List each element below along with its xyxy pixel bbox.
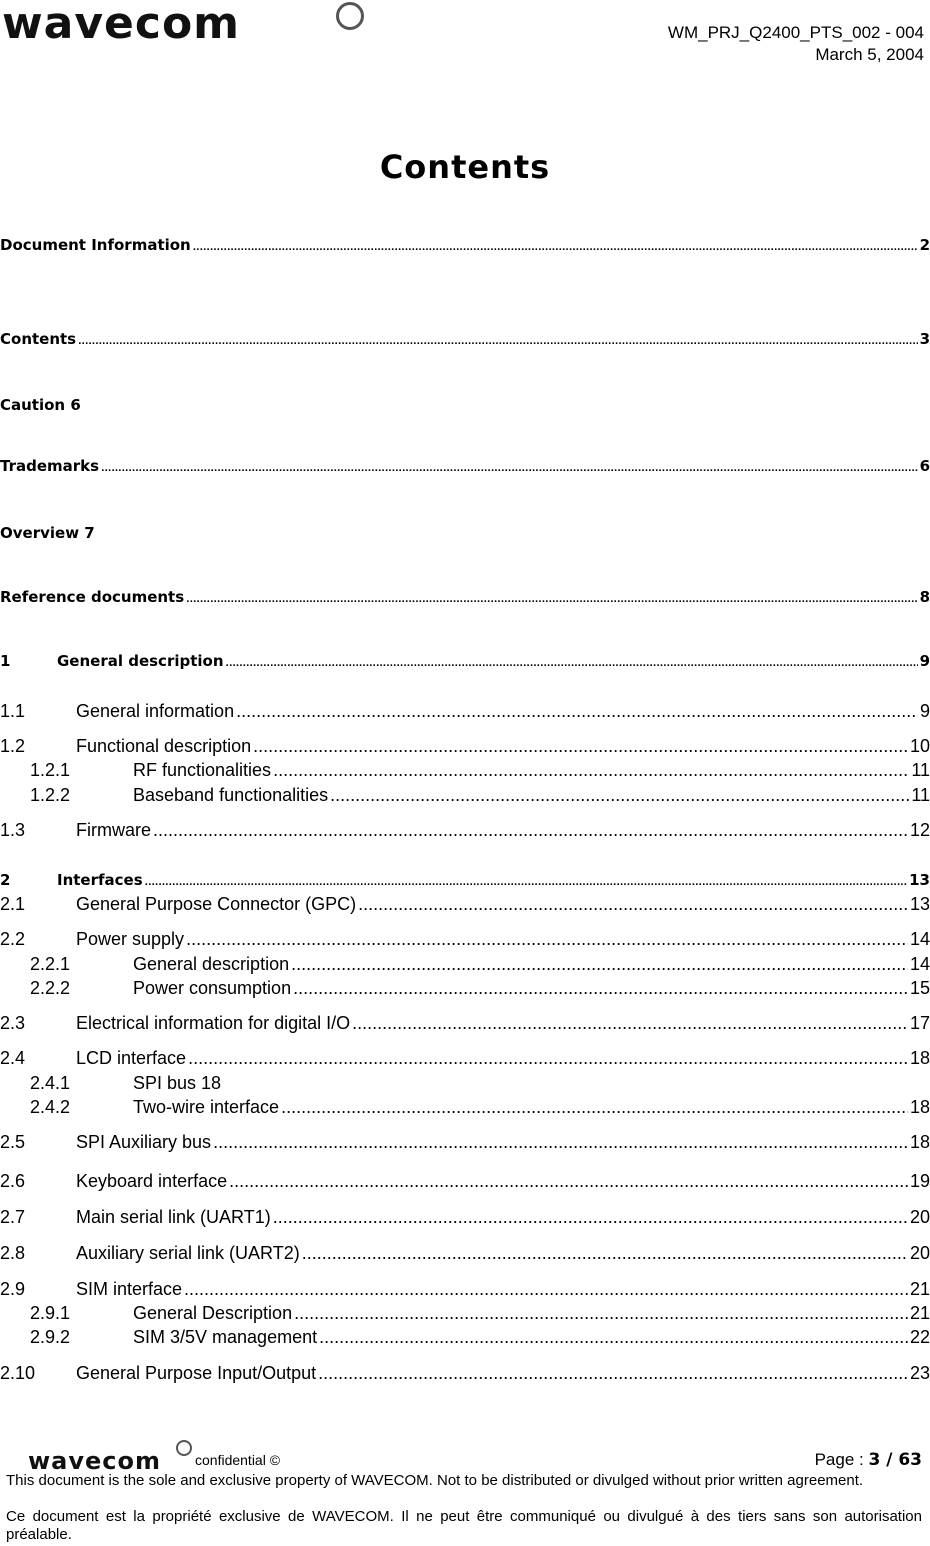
toc-entry[interactable] — [0, 1279, 930, 1300]
toc-entry[interactable] — [0, 929, 930, 950]
page-number-value: 3 / 63 — [868, 1450, 922, 1470]
toc-entry-label: General Purpose Connector (GPC) — [76, 894, 357, 914]
toc-entry-page: 18 — [909, 1048, 930, 1068]
confidential-label: confidential © — [195, 1452, 281, 1468]
toc-entry-number: 1.2.1 — [30, 760, 71, 780]
toc-entry-page: 20 — [909, 1243, 930, 1263]
toc-entry-number: 1.2.2 — [30, 785, 71, 805]
toc-entry[interactable] — [0, 652, 930, 670]
toc-entry-label: General information — [76, 701, 235, 721]
toc-leader — [294, 1303, 908, 1324]
toc-entry-label: SIM interface — [76, 1279, 183, 1299]
page-title: Contents — [379, 148, 551, 186]
toc-entry-label: Power consumption — [133, 978, 292, 998]
toc-entry-number: 2.8 — [0, 1243, 26, 1263]
toc-leader — [186, 929, 908, 950]
toc-entry[interactable] — [0, 701, 930, 722]
toc-entry-number: 2.2.1 — [30, 954, 71, 974]
toc-entry-number: 2.10 — [0, 1363, 36, 1383]
toc-entry[interactable] — [0, 871, 930, 889]
toc-entry[interactable] — [0, 1073, 221, 1094]
toc-entry-page: 9 — [919, 701, 930, 721]
toc-entry-label: Electrical information for digital I/O — [76, 1013, 351, 1033]
toc-entry-number: 1.1 — [0, 701, 26, 721]
toc-entry[interactable] — [0, 524, 95, 542]
toc-entry-page: 15 — [909, 978, 930, 998]
page-number-label: Page : — [814, 1450, 869, 1469]
toc-entry[interactable] — [0, 588, 930, 606]
toc-entry-page: 20 — [909, 1207, 930, 1227]
toc-leader — [213, 1132, 908, 1153]
toc-entry-number: 2.2.2 — [30, 978, 71, 998]
toc-entry-label: SPI Auxiliary bus — [76, 1132, 212, 1152]
toc-leader — [291, 954, 908, 975]
toc-entry-page: 22 — [909, 1327, 930, 1347]
toc-entry-page: 11 — [911, 760, 930, 780]
toc-entry[interactable] — [0, 1132, 930, 1153]
toc-entry-page: 14 — [909, 929, 930, 949]
toc-entry-number: 2.4.1 — [30, 1073, 71, 1093]
toc-entry-page: 11 — [911, 785, 930, 805]
toc-entry-label: Auxiliary serial link (UART2) — [76, 1243, 300, 1263]
toc-entry[interactable] — [0, 1303, 930, 1324]
toc-leader — [226, 659, 918, 669]
toc-entry[interactable] — [0, 978, 930, 999]
toc-entry[interactable] — [0, 820, 930, 841]
toc-entry[interactable] — [0, 1013, 930, 1034]
toc-entry-label: Firmware — [76, 820, 151, 840]
page-number — [815, 1450, 922, 1470]
toc-entry-label: General description — [133, 954, 290, 974]
legal-notice-english: This document is the sole and exclusive property of WAVECOM. Not to be distributed or divulged without prior written agreement. — [6, 1472, 864, 1489]
toc-entry[interactable] — [0, 760, 930, 781]
toc-entry-label: Caution 6 — [0, 396, 81, 414]
toc-entry-label: Trademarks — [0, 457, 100, 475]
toc-entry-label: LCD interface — [76, 1048, 187, 1068]
toc-leader — [281, 1097, 908, 1118]
toc-entry-number: 2.4.2 — [30, 1097, 71, 1117]
toc-entry-label: Overview 7 — [0, 524, 95, 542]
toc-entry-label: General Description — [133, 1303, 293, 1323]
toc-leader — [153, 820, 908, 841]
toc-entry[interactable] — [0, 1363, 930, 1384]
toc-entry-page: 17 — [909, 1013, 930, 1033]
toc-leader — [319, 1327, 908, 1348]
toc-entry-label: Power supply — [76, 929, 185, 949]
toc-leader — [273, 760, 909, 781]
toc-entry-page: 13 — [909, 894, 930, 914]
toc-entry-page: 21 — [909, 1303, 930, 1323]
toc-leader — [184, 1279, 908, 1300]
toc-leader — [253, 736, 908, 757]
toc-leader — [358, 894, 908, 915]
toc-leader — [330, 785, 909, 806]
toc-entry-page: 10 — [909, 736, 930, 756]
toc-entry-label: Two-wire interface — [133, 1097, 280, 1117]
legal-notice-french: Ce document est la propriété exclusive de WAVECOM. Il ne peut être communiqué ou divulgué à des tiers sans son autorisation préalable. — [6, 1508, 922, 1543]
toc-entry-page: 18 — [909, 1097, 930, 1117]
toc-entry-page: 8 — [919, 588, 930, 606]
toc-leader — [101, 464, 917, 474]
doc-ref-code: WM_PRJ_Q2400_PTS_002 - 004 — [667, 23, 924, 42]
toc-leader — [302, 1243, 908, 1264]
toc-entry[interactable] — [0, 954, 930, 975]
toc-entry[interactable] — [0, 1048, 930, 1069]
toc-entry-page: 2 — [919, 236, 930, 254]
toc-leader — [188, 1048, 908, 1069]
toc-entry[interactable] — [0, 1327, 930, 1348]
toc-entry-number: 2.9.2 — [30, 1327, 71, 1347]
toc-entry-number: 2.4 — [0, 1048, 26, 1068]
toc-entry-number: 2.1 — [0, 894, 26, 914]
toc-leader — [78, 337, 917, 347]
toc-entry[interactable] — [0, 894, 930, 915]
toc-entry[interactable] — [0, 236, 930, 254]
toc-entry-label: SPI bus 18 — [133, 1073, 222, 1093]
toc-entry-label: Baseband functionalities — [133, 785, 329, 805]
toc-entry-number: 1.3 — [0, 820, 26, 840]
toc-entry-number: 2.6 — [0, 1171, 26, 1191]
toc-leader — [236, 701, 918, 722]
toc-entry-page: 12 — [909, 820, 930, 840]
toc-entry-label: RF functionalities — [133, 760, 272, 780]
toc-entry[interactable] — [0, 1243, 930, 1264]
toc-entry-page: 6 — [919, 457, 930, 475]
toc-entry-label: Reference documents — [0, 588, 185, 606]
toc-entry[interactable] — [0, 330, 930, 348]
toc-entry[interactable] — [0, 1207, 930, 1228]
toc-entry-number: 2.3 — [0, 1013, 26, 1033]
toc-entry-number: 2 — [0, 871, 11, 889]
toc-entry-page: 14 — [909, 954, 930, 974]
toc-entry-page: 19 — [909, 1171, 930, 1191]
toc-entry-page: 3 — [919, 330, 930, 348]
toc-entry[interactable] — [0, 396, 81, 414]
toc-leader — [229, 1171, 908, 1192]
toc-entry-label: Main serial link (UART1) — [76, 1207, 271, 1227]
toc-leader — [145, 878, 907, 888]
toc-entry-number: 2.2 — [0, 929, 26, 949]
toc-entry-page: 21 — [909, 1279, 930, 1299]
toc-entry[interactable] — [0, 736, 930, 757]
toc-entry-label: Interfaces — [57, 871, 143, 889]
toc-entry-number: 1.2 — [0, 736, 26, 756]
toc-entry-page: 18 — [909, 1132, 930, 1152]
toc-entry-label: Functional description — [76, 736, 252, 756]
toc-entry[interactable] — [0, 457, 930, 475]
wavecom-swirl-icon — [336, 2, 364, 30]
toc-entry-page: 23 — [909, 1363, 930, 1383]
toc-entry-page: 9 — [919, 652, 930, 670]
toc-leader — [293, 978, 908, 999]
toc-leader — [186, 595, 917, 605]
toc-entry-label: General description — [57, 652, 224, 670]
toc-entry-label: General Purpose Input/Output — [76, 1363, 317, 1383]
toc-entry-label: SIM 3/5V management — [133, 1327, 318, 1347]
toc-leader — [318, 1363, 908, 1384]
toc-entry-label: Document Information — [0, 236, 191, 254]
toc-entry-number: 2.7 — [0, 1207, 26, 1227]
footer-swirl-icon — [176, 1440, 192, 1456]
toc-leader — [352, 1013, 908, 1034]
wavecom-logo: wavecom — [2, 0, 241, 49]
toc-entry-number: 1 — [0, 652, 11, 670]
toc-entry[interactable] — [0, 1097, 930, 1118]
toc-leader — [273, 1207, 908, 1228]
toc-entry-number: 2.9.1 — [30, 1303, 71, 1323]
toc-entry-label: Contents — [0, 330, 77, 348]
toc-entry-label: Keyboard interface — [76, 1171, 228, 1191]
toc-entry-number: 2.9 — [0, 1279, 26, 1299]
toc-leader — [193, 243, 918, 253]
toc-entry-number: 2.5 — [0, 1132, 26, 1152]
document-reference — [668, 22, 924, 66]
footer-wavecom-logo: wavecom — [28, 1447, 162, 1475]
doc-date: March 5, 2004 — [815, 45, 924, 64]
toc-entry[interactable] — [0, 785, 930, 806]
toc-entry-page: 13 — [909, 871, 930, 889]
toc-entry[interactable] — [0, 1171, 930, 1192]
